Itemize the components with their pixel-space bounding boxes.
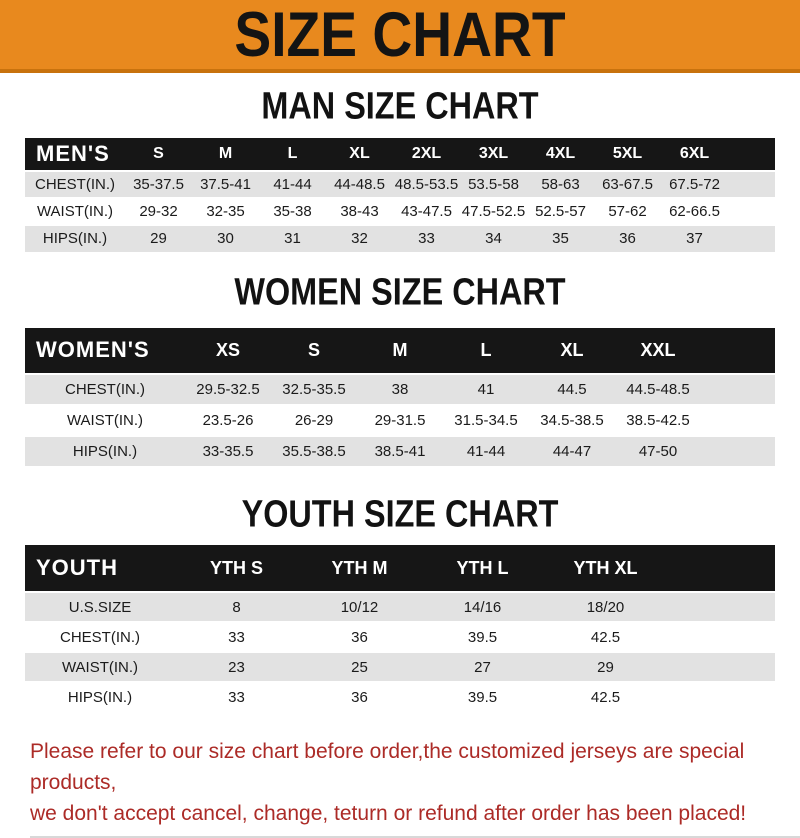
column-header: XS bbox=[215, 339, 240, 360]
column-header: 2XL bbox=[411, 145, 442, 162]
size-cell: 44.5 bbox=[529, 374, 615, 405]
spacer-cell bbox=[667, 682, 775, 712]
row-label: WAIST(IN.) bbox=[25, 198, 125, 225]
table-header-label: MEN'S bbox=[36, 141, 110, 166]
size-cell: 35 bbox=[527, 225, 594, 252]
size-cell: 29-32 bbox=[125, 198, 192, 225]
man-section-title-text: MAN SIZE CHART bbox=[261, 83, 539, 127]
size-cell: 39.5 bbox=[421, 682, 544, 712]
size-cell: 33 bbox=[175, 622, 298, 652]
size-cell: 18/20 bbox=[544, 592, 667, 622]
size-cell: 41 bbox=[443, 374, 529, 405]
size-cell: 38 bbox=[357, 374, 443, 405]
spacer-cell bbox=[728, 138, 775, 171]
size-cell: 25 bbox=[298, 652, 421, 682]
size-cell: 63-67.5 bbox=[594, 171, 661, 198]
size-cell: 42.5 bbox=[544, 682, 667, 712]
column-header: M bbox=[392, 339, 408, 360]
size-cell: 53.5-58 bbox=[460, 171, 527, 198]
column-header: S bbox=[307, 339, 320, 360]
table-header-label: WOMEN'S bbox=[36, 337, 150, 362]
size-cell: 32 bbox=[326, 225, 393, 252]
size-cell: 58-63 bbox=[527, 171, 594, 198]
column-header: L bbox=[480, 339, 492, 360]
spacer-cell bbox=[701, 328, 775, 374]
size-cell: 33-35.5 bbox=[185, 436, 271, 467]
size-cell: 29.5-32.5 bbox=[185, 374, 271, 405]
column-header: YTH XL bbox=[573, 557, 638, 578]
size-cell: 67.5-72 bbox=[661, 171, 728, 198]
size-cell: 57-62 bbox=[594, 198, 661, 225]
column-header: YTH M bbox=[331, 557, 388, 578]
size-cell: 42.5 bbox=[544, 622, 667, 652]
table-header-label: YOUTH bbox=[36, 555, 118, 580]
column-header: XXL bbox=[640, 339, 676, 360]
row-label: CHEST(IN.) bbox=[25, 171, 125, 198]
men-size-table bbox=[25, 138, 775, 253]
spacer-cell bbox=[728, 171, 775, 198]
man-section-title bbox=[0, 83, 800, 127]
size-cell: 44-47 bbox=[529, 436, 615, 467]
size-cell: 44-48.5 bbox=[326, 171, 393, 198]
size-cell: 31 bbox=[259, 225, 326, 252]
size-cell: 41-44 bbox=[259, 171, 326, 198]
size-cell: 52.5-57 bbox=[527, 198, 594, 225]
women-size-table bbox=[25, 328, 775, 468]
table-row bbox=[25, 198, 775, 225]
size-cell: 62-66.5 bbox=[661, 198, 728, 225]
bottom-divider bbox=[30, 836, 800, 838]
man-size-chart-section bbox=[0, 83, 800, 253]
size-cell: 10/12 bbox=[298, 592, 421, 622]
size-cell: 44.5-48.5 bbox=[615, 374, 701, 405]
youth-section-title bbox=[0, 491, 800, 535]
notice-line-1: Please refer to our size chart before order,the customized jerseys are special products, bbox=[30, 739, 745, 794]
size-cell: 35-38 bbox=[259, 198, 326, 225]
size-cell: 35-37.5 bbox=[125, 171, 192, 198]
spacer-cell bbox=[728, 225, 775, 252]
table-row bbox=[25, 374, 775, 405]
table-row bbox=[25, 682, 775, 712]
women-section-title-text: WOMEN SIZE CHART bbox=[234, 269, 566, 313]
size-cell: 38.5-41 bbox=[357, 436, 443, 467]
size-cell: 43-47.5 bbox=[393, 198, 460, 225]
table-row bbox=[25, 436, 775, 467]
size-cell: 23 bbox=[175, 652, 298, 682]
size-cell: 48.5-53.5 bbox=[393, 171, 460, 198]
size-cell: 33 bbox=[175, 682, 298, 712]
column-header: XL bbox=[349, 145, 370, 162]
row-label: CHEST(IN.) bbox=[25, 622, 175, 652]
spacer-cell bbox=[728, 198, 775, 225]
table-row bbox=[25, 225, 775, 252]
row-label: WAIST(IN.) bbox=[25, 652, 175, 682]
table-row bbox=[25, 592, 775, 622]
row-label: HIPS(IN.) bbox=[25, 436, 185, 467]
size-cell: 47.5-52.5 bbox=[460, 198, 527, 225]
size-cell: 29-31.5 bbox=[357, 405, 443, 436]
column-header: S bbox=[153, 145, 164, 162]
spacer-cell bbox=[701, 374, 775, 405]
spacer-cell bbox=[701, 436, 775, 467]
column-header: YTH L bbox=[456, 557, 509, 578]
column-header: XL bbox=[560, 339, 584, 360]
size-cell: 35.5-38.5 bbox=[271, 436, 357, 467]
column-header: L bbox=[287, 145, 298, 162]
size-cell: 29 bbox=[544, 652, 667, 682]
size-cell: 23.5-26 bbox=[185, 405, 271, 436]
notice-line-2: we don't accept cancel, change, teturn or refund after order has been placed! bbox=[30, 801, 747, 825]
size-cell: 39.5 bbox=[421, 622, 544, 652]
spacer-cell bbox=[667, 545, 775, 592]
row-label: HIPS(IN.) bbox=[25, 225, 125, 252]
table-header-row bbox=[25, 545, 775, 592]
size-chart-banner bbox=[0, 0, 800, 73]
size-cell: 30 bbox=[192, 225, 259, 252]
table-header-row bbox=[25, 328, 775, 374]
column-header: 5XL bbox=[612, 145, 643, 162]
size-cell: 37.5-41 bbox=[192, 171, 259, 198]
size-cell: 29 bbox=[125, 225, 192, 252]
row-label: U.S.SIZE bbox=[25, 592, 175, 622]
size-cell: 36 bbox=[594, 225, 661, 252]
size-cell: 41-44 bbox=[443, 436, 529, 467]
size-cell: 27 bbox=[421, 652, 544, 682]
spacer-cell bbox=[701, 405, 775, 436]
size-cell: 37 bbox=[661, 225, 728, 252]
row-label: WAIST(IN.) bbox=[25, 405, 185, 436]
table-row bbox=[25, 405, 775, 436]
size-cell: 36 bbox=[298, 682, 421, 712]
size-cell: 36 bbox=[298, 622, 421, 652]
spacer-cell bbox=[667, 622, 775, 652]
order-notice bbox=[0, 736, 800, 838]
column-header: 6XL bbox=[679, 145, 710, 162]
youth-size-table bbox=[25, 545, 775, 713]
size-cell: 33 bbox=[393, 225, 460, 252]
size-cell: 31.5-34.5 bbox=[443, 405, 529, 436]
size-cell: 47-50 bbox=[615, 436, 701, 467]
row-label: HIPS(IN.) bbox=[25, 682, 175, 712]
column-header: 4XL bbox=[545, 145, 576, 162]
banner-title: SIZE CHART bbox=[234, 0, 566, 70]
size-cell: 34 bbox=[460, 225, 527, 252]
column-header: 3XL bbox=[478, 145, 509, 162]
size-cell: 38.5-42.5 bbox=[615, 405, 701, 436]
table-row bbox=[25, 622, 775, 652]
table-row bbox=[25, 171, 775, 198]
table-header-row bbox=[25, 138, 775, 171]
column-header: YTH S bbox=[209, 557, 263, 578]
row-label: CHEST(IN.) bbox=[25, 374, 185, 405]
size-cell: 26-29 bbox=[271, 405, 357, 436]
table-row bbox=[25, 652, 775, 682]
size-cell: 38-43 bbox=[326, 198, 393, 225]
column-header: M bbox=[218, 145, 233, 162]
size-cell: 32.5-35.5 bbox=[271, 374, 357, 405]
youth-size-chart-section bbox=[0, 491, 800, 713]
spacer-cell bbox=[667, 652, 775, 682]
size-cell: 8 bbox=[175, 592, 298, 622]
size-cell: 14/16 bbox=[421, 592, 544, 622]
spacer-cell bbox=[667, 592, 775, 622]
women-section-title bbox=[0, 269, 800, 313]
youth-section-title-text: YOUTH SIZE CHART bbox=[241, 491, 559, 535]
women-size-chart-section bbox=[0, 269, 800, 468]
size-cell: 34.5-38.5 bbox=[529, 405, 615, 436]
size-cell: 32-35 bbox=[192, 198, 259, 225]
